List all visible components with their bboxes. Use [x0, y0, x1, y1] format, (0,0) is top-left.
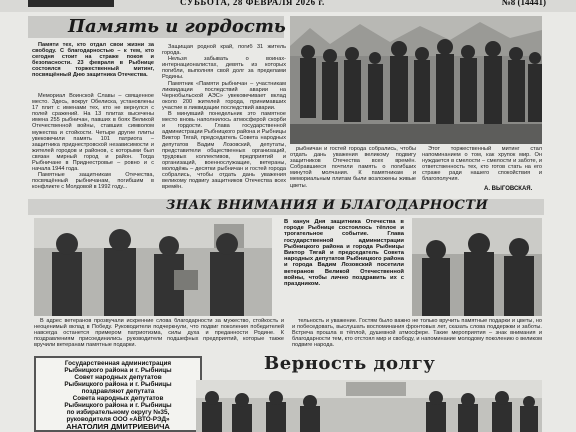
- article1-col2-p2: Нельзя забывать о воинах-интернационалистах, девять из которых погибли, выполняя свой долг за пределами Родины.: [162, 56, 286, 81]
- article1-headline: Память и гордость: [68, 16, 286, 37]
- article1-col2-p3: Памятник «Памяти рыбничан – участникам ликвидации последствий аварии на Чернобыльской АЭС» увековечивает вклад около 200 жителей города, принимавших участие в ликвидации последствий аварии.: [162, 80, 286, 111]
- congrats-line-6: Совета народных депутатов: [72, 395, 164, 402]
- article2-lead: В канун Дня защитника Отечества в городе Рыбнице состоялось тёплое и трогательное событие. Глава государственной администрации Рыбницкого района и города Рыбницы Виктор Тягай и председатель Совета народных депутатов Рыбницкого района и города Вадим Лозовский посетили ветеранов Великой Отечественной войны, чтобы лично поздравить их с праздником.: [284, 219, 404, 288]
- article1-column-1: [32, 93, 154, 199]
- article3-headline-area: [232, 353, 532, 377]
- congrats-line-3: Совет народных депутатов: [74, 374, 162, 381]
- article1-col1-p1: Мемориал Воинской Славы – священное место. Здесь, вокруг Обелиска, установлены 17 плит с именами тех, кто не вернулся с полей сражений. На 13 плитах высечены имена 255 рыбничан, павших в боях Великой Отечественной войны, ставших символом мужества и стойкости. Четыре другие плиты увековечили память 101 патриота – защитника приднестровской независимости и жителей городов и районов, с которыми был связан мирный город и район. Тогда Рыбничане в Приднестровье – ровно и с начала 1944 года.: [32, 93, 154, 173]
- article1-column-4: [422, 146, 542, 186]
- issue-number: №8 (14441): [501, 0, 546, 7]
- congrats-line-1: Государственная администрация: [64, 360, 172, 367]
- article2-body-right-text: тельность и уважение. Гостям было важно не только вручить памятные подарки и цветы, но и побеседовать, выслушать воспоминания фронтовых лет, сказать слова поддержки и заботы. Встреча прошла в тёплой, душевной атмосфере. Такие мероприятия – знак внимания и благодарности тем, кто отстоял мир и свободу, и напоминание молодому поколению о великом подвиге народа.: [292, 318, 542, 349]
- congratulations-box: [34, 356, 202, 432]
- issue-date: СУББОТА, 28 ФЕВРАЛЯ 2026 г.: [180, 0, 325, 7]
- congrats-line-5: поздравляют депутата: [81, 388, 155, 395]
- article1-col2-p1: Защищая родной край, погиб 31 житель города.: [162, 44, 286, 57]
- article1-headline-band: [28, 16, 284, 38]
- article1-signature: А. ВЫГОВСКАЯ.: [484, 186, 533, 192]
- article3-headline: Верность долгу: [264, 353, 436, 374]
- congrats-line-7: Рыбницкого района и г. Рыбницы: [64, 402, 172, 409]
- article3-photo: [196, 380, 542, 432]
- article2-headline-band: [28, 199, 544, 215]
- article1-col2-p4: В минувший понедельник это памятное место вновь наполнилось атмосферой скорби и гордости. Глава государственной администрации Рыбницкого района и Рыбницы Виктор Тягай, председатель Совета народных депутатов Вадим Лозовский, депутаты, представители общественных организаций, трудовых коллективов, предприятий и организаций, военнослужащие, ветераны, молодёжь – десятки рыбничан и гостей города собрались, чтобы отдать дань уважения великому подвигу защитников Отечества всех времён.: [162, 111, 286, 191]
- congrats-recipient-name: АНАТОЛИЯ ДМИТРИЕВИЧА: [66, 422, 170, 431]
- veterans-visit-image-right: [412, 218, 542, 316]
- article3-image: [196, 380, 542, 432]
- article1-column-3: [290, 146, 416, 194]
- congrats-line-9: руководителя ООО «АВТО-РЭД»: [66, 416, 170, 423]
- article1-lead: [32, 42, 154, 92]
- article1-col4-text: Этот торжественный митинг стал напоминанием о том, как хрупок мир. Он нуждается в смелости – смелости и заботе, и ответственность тех, кто готов стать на его страже ради нашего спокойствия и благополучия.: [422, 146, 542, 183]
- congrats-line-2: Рыбницкого района и г. Рыбницы: [64, 367, 172, 374]
- veterans-visit-image-left: [34, 218, 272, 316]
- congrats-line-8: по избирательному округу №35,: [66, 409, 170, 416]
- memorial-rally-photo: [290, 16, 542, 144]
- veterans-visit-photo-left: [34, 218, 272, 316]
- masthead-dark-bar: [28, 0, 114, 7]
- memorial-rally-image: [290, 16, 542, 144]
- article2-body-right: [292, 318, 542, 352]
- article2-body-left: [34, 318, 284, 352]
- article1-col1-p2: Памятные защитникам Отечества, посвящённый рыбничанам, погибшим в конфликте с Молдовой в 1992 году...: [32, 172, 154, 191]
- article2-body-left-text: В адрес ветеранов прозвучали искренние слова благодарности за мужество, стойкость и неоценимый вклад в Победу. Руководители подчеркнули, что подвиг поколения победителей навсегда останется примером патриотизма, силы духа и преданности Родине. К поздравлениям присоединились руководители подшефных предприятий, которые также вручили ветеранам памятные подарки.: [34, 318, 284, 349]
- article2-headline: ЗНАК ВНИМАНИЯ И БЛАГОДАРНОСТИ: [166, 198, 489, 213]
- veterans-visit-photo-right: [412, 218, 542, 316]
- congrats-line-4: Рыбницкого района и г. Рыбницы: [64, 381, 172, 388]
- masthead-strip: [0, 0, 576, 12]
- article1-column-2: [162, 44, 286, 199]
- article1-lead-text: Памяти тех, кто отдал свои жизни за свободу. С благодарностью – к тем, кто сегодня стоит на страже покоя и безопасности. 23 февраля в Рыбнице состоялся торжественный митинг, посвящённый Дню защитника Отечества.: [32, 42, 154, 79]
- article1-col3-text: рыбничан и гостей города собрались, чтобы отдать дань уважения великому подвигу защитников Отечества всех времён. Собравшиеся почтили память о погибших минутой молчания. К памятникам и мемориальным плитам были возложены живые цветы.: [290, 146, 416, 189]
